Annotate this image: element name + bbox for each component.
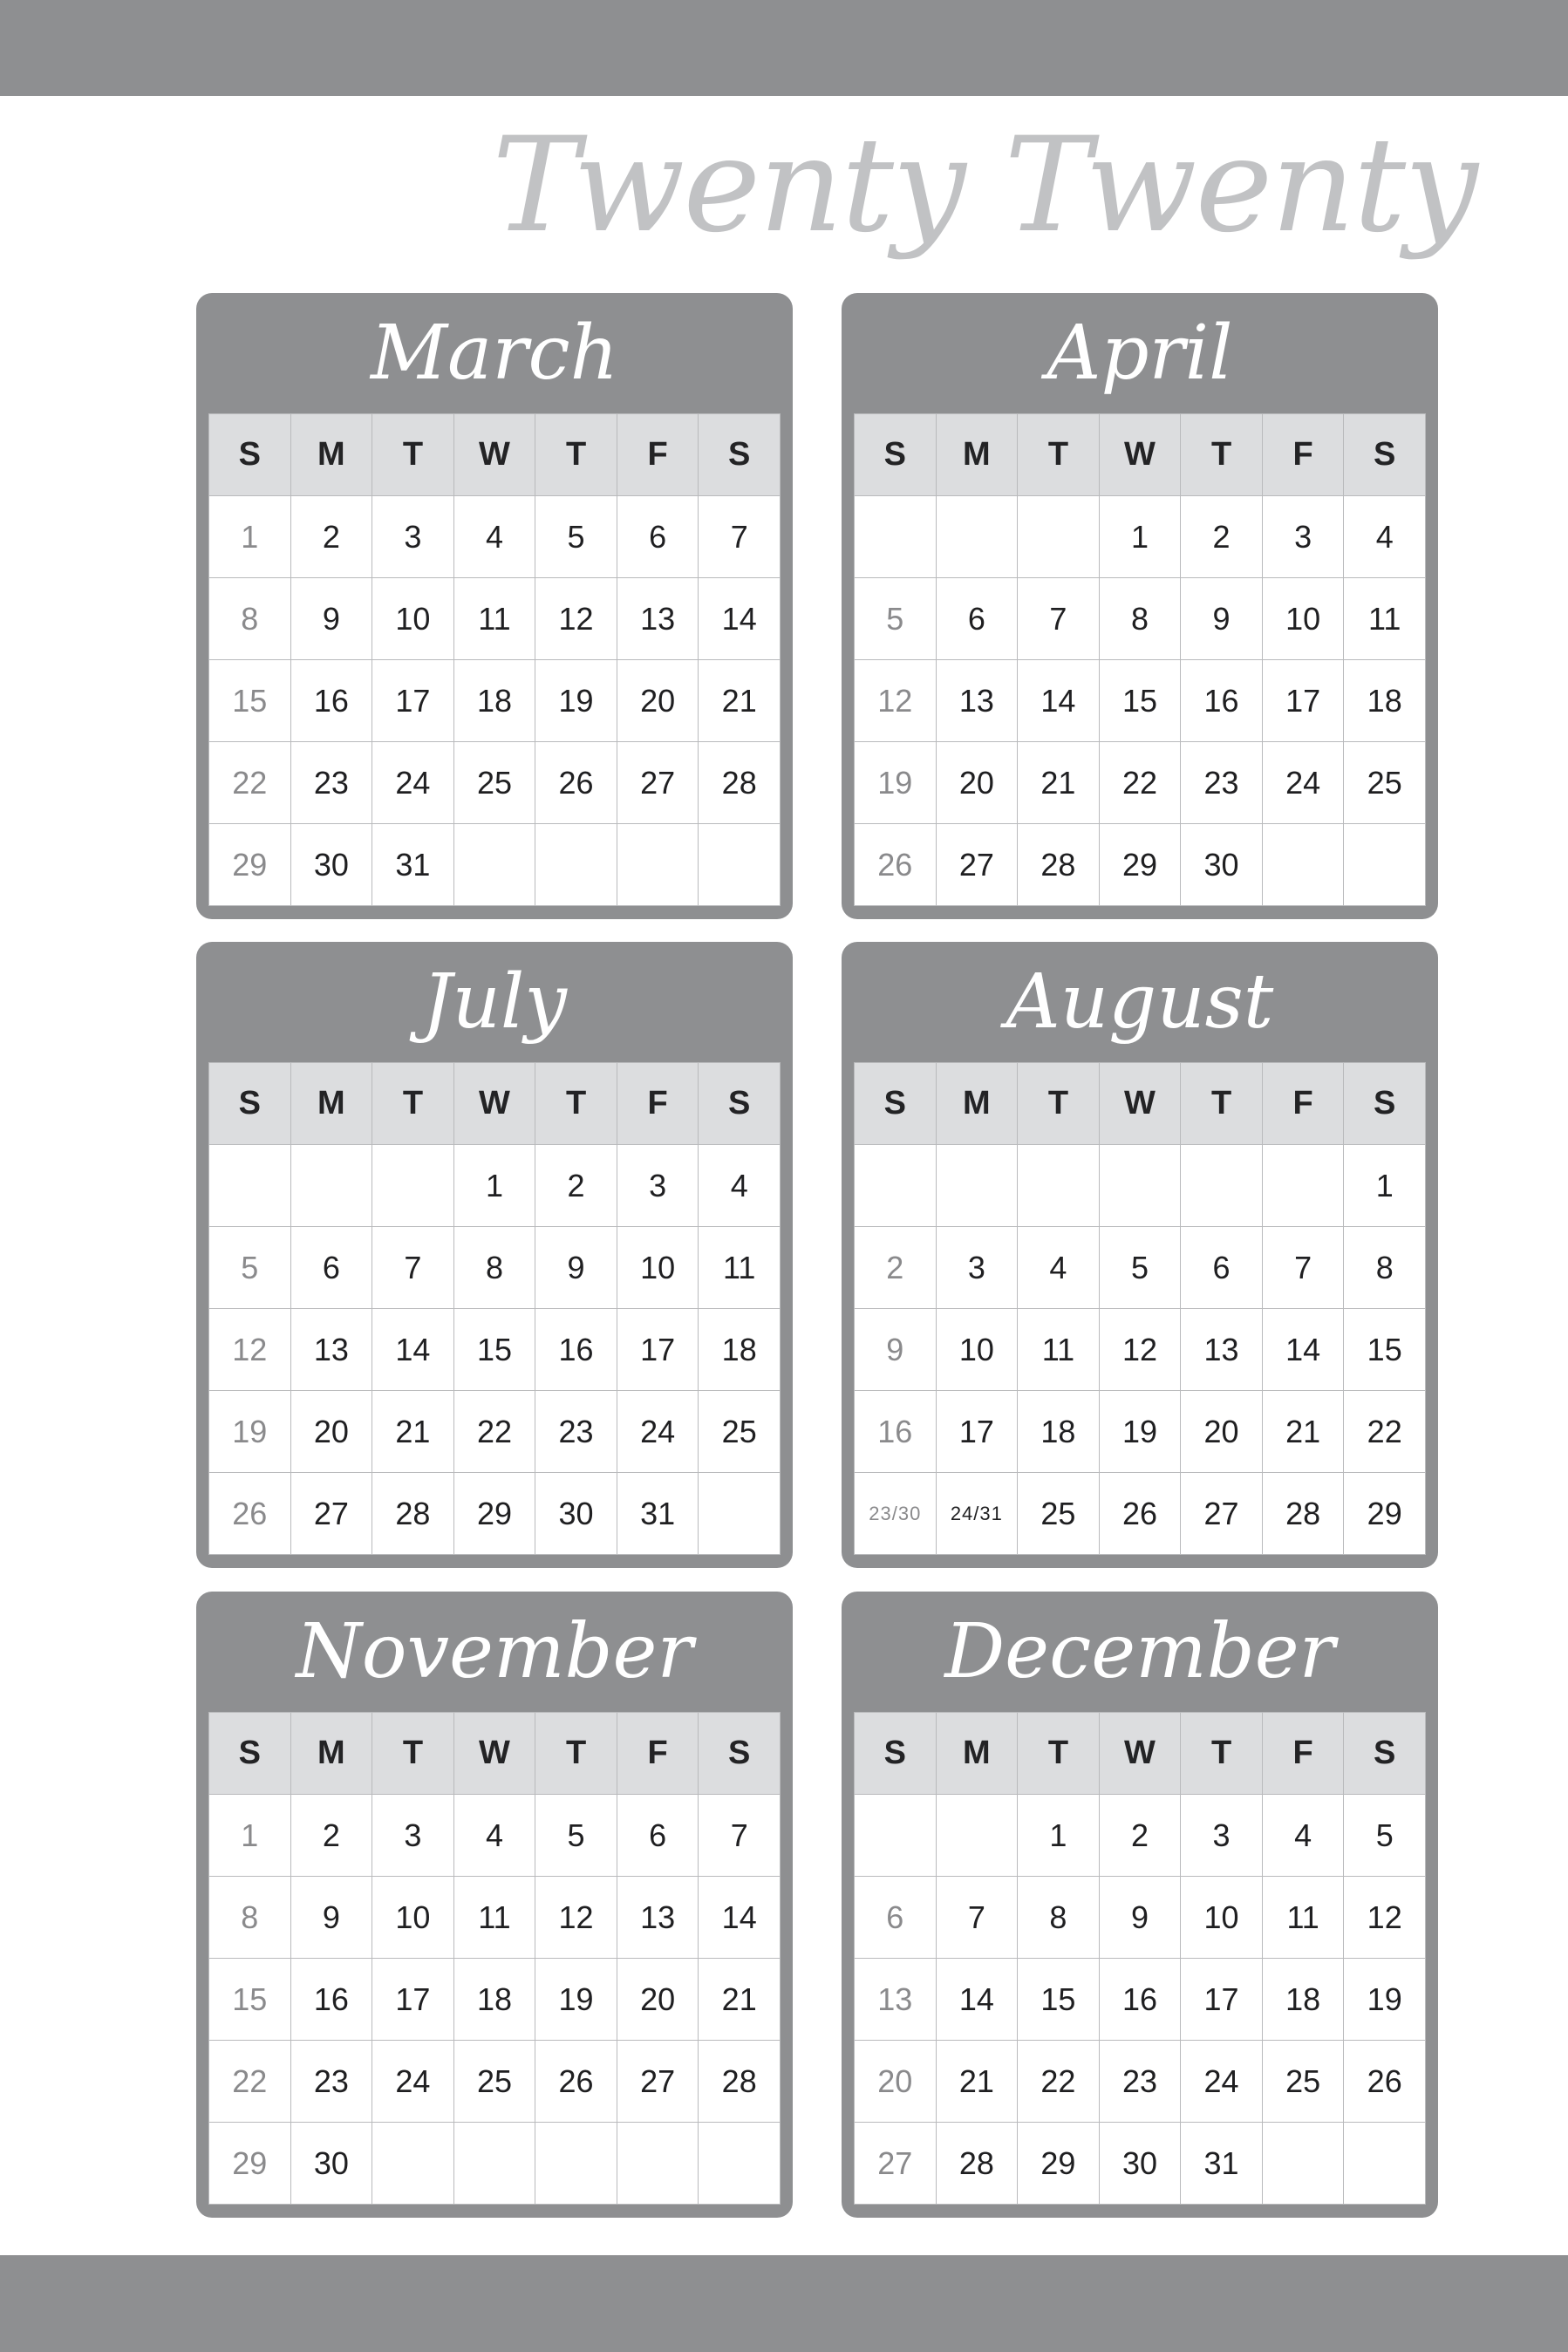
day-cell: 19	[209, 1391, 291, 1473]
day-cell: 29	[1100, 824, 1182, 906]
day-cell: 14	[699, 1877, 781, 1959]
weekday-header: M	[291, 1063, 373, 1145]
month-name: March	[371, 310, 618, 397]
day-cell: 5	[855, 578, 937, 660]
weekday-header: S	[699, 1713, 781, 1795]
day-cell: 23	[1100, 2041, 1182, 2123]
day-cell: 27	[937, 824, 1019, 906]
empty-day-cell	[535, 2123, 617, 2205]
month-card-december	[842, 1592, 1438, 2218]
day-cell: 3	[617, 1145, 699, 1227]
day-cell: 25	[454, 742, 536, 824]
day-cell: 8	[454, 1227, 536, 1309]
month-name: December	[944, 1608, 1335, 1695]
weekday-header: S	[1344, 1713, 1426, 1795]
weekday-header: M	[291, 414, 373, 496]
day-cell: 28	[372, 1473, 454, 1555]
day-cell: 17	[937, 1391, 1019, 1473]
weekday-header: F	[1263, 1713, 1345, 1795]
day-cell: 5	[535, 1795, 617, 1877]
day-cell: 14	[1263, 1309, 1345, 1391]
weekday-header: T	[1018, 414, 1100, 496]
month-card-november	[196, 1592, 793, 2218]
day-cell: 11	[1018, 1309, 1100, 1391]
day-cell: 24	[617, 1391, 699, 1473]
day-cell: 26	[535, 2041, 617, 2123]
day-cell: 10	[617, 1227, 699, 1309]
day-cell: 2	[1100, 1795, 1182, 1877]
day-cell: 31	[617, 1473, 699, 1555]
day-cell: 8	[1018, 1877, 1100, 1959]
weekday-header: S	[209, 414, 291, 496]
day-cell: 24	[372, 2041, 454, 2123]
day-cell: 30	[291, 824, 373, 906]
day-cell: 23	[535, 1391, 617, 1473]
weekday-header: M	[937, 414, 1019, 496]
day-cell: 16	[1181, 660, 1263, 742]
day-cell: 30	[1181, 824, 1263, 906]
day-cell: 31	[372, 824, 454, 906]
day-cell: 14	[1018, 660, 1100, 742]
day-cell: 21	[1263, 1391, 1345, 1473]
day-cell: 11	[1344, 578, 1426, 660]
day-cell: 8	[1344, 1227, 1426, 1309]
day-cell: 3	[372, 1795, 454, 1877]
day-cell: 29	[209, 2123, 291, 2205]
day-cell: 9	[855, 1309, 937, 1391]
day-cell: 24	[1263, 742, 1345, 824]
day-cell: 18	[454, 1959, 536, 2041]
day-cell: 16	[855, 1391, 937, 1473]
day-cell: 4	[1263, 1795, 1345, 1877]
day-cell: 7	[937, 1877, 1019, 1959]
day-cell: 4	[454, 496, 536, 578]
day-cell: 14	[372, 1309, 454, 1391]
day-cell: 17	[1181, 1959, 1263, 2041]
day-cell: 12	[1100, 1309, 1182, 1391]
day-cell: 7	[372, 1227, 454, 1309]
day-cell: 28	[1018, 824, 1100, 906]
day-cell: 20	[617, 660, 699, 742]
day-cell: 22	[1344, 1391, 1426, 1473]
day-cell: 24	[372, 742, 454, 824]
weekday-header: S	[209, 1063, 291, 1145]
day-cell: 7	[1018, 578, 1100, 660]
empty-day-cell	[1263, 824, 1345, 906]
day-cell: 5	[535, 496, 617, 578]
day-cell: 30	[291, 2123, 373, 2205]
weekday-header: S	[855, 1713, 937, 1795]
day-cell: 26	[209, 1473, 291, 1555]
day-cell: 1	[1344, 1145, 1426, 1227]
day-cell: 15	[209, 660, 291, 742]
day-cell: 16	[291, 660, 373, 742]
day-cell: 25	[1018, 1473, 1100, 1555]
weekday-header: M	[291, 1713, 373, 1795]
day-cell: 2	[1181, 496, 1263, 578]
weekday-header: W	[1100, 414, 1182, 496]
day-cell: 25	[454, 2041, 536, 2123]
day-cell: 27	[617, 2041, 699, 2123]
month-grid	[854, 1712, 1426, 2205]
day-cell: 22	[1018, 2041, 1100, 2123]
day-cell: 13	[937, 660, 1019, 742]
day-cell: 29	[1344, 1473, 1426, 1555]
weekday-header: T	[535, 1713, 617, 1795]
day-cell: 9	[291, 1877, 373, 1959]
day-cell: 9	[291, 578, 373, 660]
day-cell: 14	[699, 578, 781, 660]
day-cell: 31	[1181, 2123, 1263, 2205]
day-cell: 17	[372, 660, 454, 742]
day-cell: 25	[1344, 742, 1426, 824]
month-card-march	[196, 293, 793, 919]
day-cell: 19	[855, 742, 937, 824]
day-cell: 9	[535, 1227, 617, 1309]
day-cell: 6	[291, 1227, 373, 1309]
empty-day-cell	[372, 2123, 454, 2205]
day-cell: 25	[1263, 2041, 1345, 2123]
day-cell: 26	[1100, 1473, 1182, 1555]
day-cell: 3	[1263, 496, 1345, 578]
bottom-band	[0, 2255, 1568, 2352]
day-cell: 11	[699, 1227, 781, 1309]
day-cell: 2	[291, 1795, 373, 1877]
day-cell: 28	[699, 742, 781, 824]
day-cell: 7	[1263, 1227, 1345, 1309]
weekday-header: M	[937, 1713, 1019, 1795]
day-cell: 16	[1100, 1959, 1182, 2041]
day-cell: 13	[855, 1959, 937, 2041]
day-cell: 1	[209, 1795, 291, 1877]
day-cell: 1	[454, 1145, 536, 1227]
weekday-header: T	[1181, 1713, 1263, 1795]
empty-day-cell	[699, 1473, 781, 1555]
month-name: April	[1046, 310, 1233, 397]
day-cell: 1	[209, 496, 291, 578]
day-cell: 20	[937, 742, 1019, 824]
day-cell: 22	[209, 742, 291, 824]
day-cell: 6	[937, 578, 1019, 660]
empty-day-cell	[1018, 496, 1100, 578]
year-title: Twenty Twenty	[492, 110, 1476, 262]
day-cell: 1	[1100, 496, 1182, 578]
weekday-header: S	[699, 1063, 781, 1145]
day-cell: 29	[209, 824, 291, 906]
day-cell: 2	[535, 1145, 617, 1227]
day-cell: 24	[1181, 2041, 1263, 2123]
day-cell: 28	[699, 2041, 781, 2123]
weekday-header: T	[1018, 1713, 1100, 1795]
day-cell: 18	[1344, 660, 1426, 742]
day-cell: 21	[699, 660, 781, 742]
weekday-header: F	[617, 1713, 699, 1795]
day-cell: 13	[617, 578, 699, 660]
weekday-header: W	[454, 1063, 536, 1145]
month-grid	[854, 1062, 1426, 1555]
weekday-header: T	[1018, 1063, 1100, 1145]
day-cell: 11	[454, 578, 536, 660]
day-cell: 5	[209, 1227, 291, 1309]
day-cell: 10	[1263, 578, 1345, 660]
day-cell: 15	[1100, 660, 1182, 742]
empty-day-cell	[699, 2123, 781, 2205]
day-cell: 30	[1100, 2123, 1182, 2205]
day-cell: 6	[1181, 1227, 1263, 1309]
weekday-header: S	[855, 1063, 937, 1145]
day-cell: 6	[617, 496, 699, 578]
day-cell: 13	[291, 1309, 373, 1391]
weekday-header: S	[1344, 414, 1426, 496]
day-cell: 21	[1018, 742, 1100, 824]
day-cell: 25	[699, 1391, 781, 1473]
day-cell: 12	[855, 660, 937, 742]
day-cell: 5	[1344, 1795, 1426, 1877]
day-cell: 4	[1018, 1227, 1100, 1309]
weekday-header: T	[372, 1063, 454, 1145]
day-cell: 27	[855, 2123, 937, 2205]
month-grid	[208, 1062, 781, 1555]
weekday-header: T	[372, 1713, 454, 1795]
month-card-july	[196, 942, 793, 1568]
day-cell: 4	[699, 1145, 781, 1227]
day-cell: 7	[699, 1795, 781, 1877]
weekday-header: W	[454, 414, 536, 496]
weekday-header: T	[535, 1063, 617, 1145]
month-name: August	[1006, 958, 1274, 1046]
empty-day-cell	[209, 1145, 291, 1227]
weekday-header: W	[1100, 1713, 1182, 1795]
day-cell: 9	[1100, 1877, 1182, 1959]
day-cell: 9	[1181, 578, 1263, 660]
day-cell: 19	[1100, 1391, 1182, 1473]
day-cell: 10	[372, 578, 454, 660]
day-cell: 6	[855, 1877, 937, 1959]
day-cell: 13	[1181, 1309, 1263, 1391]
day-cell: 4	[1344, 496, 1426, 578]
day-cell: 23	[1181, 742, 1263, 824]
day-cell: 28	[937, 2123, 1019, 2205]
weekday-header: F	[1263, 414, 1345, 496]
day-cell: 10	[372, 1877, 454, 1959]
day-cell: 6	[617, 1795, 699, 1877]
month-name: July	[422, 958, 567, 1046]
day-cell: 20	[855, 2041, 937, 2123]
day-cell: 12	[1344, 1877, 1426, 1959]
day-cell: 19	[1344, 1959, 1426, 2041]
day-cell: 20	[1181, 1391, 1263, 1473]
day-cell: 21	[699, 1959, 781, 2041]
empty-day-cell	[937, 1795, 1019, 1877]
day-cell: 21	[372, 1391, 454, 1473]
day-cell: 16	[291, 1959, 373, 2041]
day-cell: 27	[1181, 1473, 1263, 1555]
empty-day-cell	[617, 824, 699, 906]
weekday-header: T	[372, 414, 454, 496]
day-cell: 7	[699, 496, 781, 578]
day-cell: 11	[454, 1877, 536, 1959]
day-cell: 22	[1100, 742, 1182, 824]
weekday-header: S	[1344, 1063, 1426, 1145]
weekday-header: M	[937, 1063, 1019, 1145]
day-cell: 27	[291, 1473, 373, 1555]
day-cell: 14	[937, 1959, 1019, 2041]
weekday-header: F	[617, 414, 699, 496]
weekday-header: F	[617, 1063, 699, 1145]
empty-day-cell	[372, 1145, 454, 1227]
day-cell: 3	[1181, 1795, 1263, 1877]
day-cell: 27	[617, 742, 699, 824]
empty-day-cell	[454, 824, 536, 906]
day-cell: 26	[1344, 2041, 1426, 2123]
empty-day-cell	[855, 1795, 937, 1877]
day-cell: 17	[1263, 660, 1345, 742]
empty-day-cell	[1181, 1145, 1263, 1227]
day-cell: 15	[1018, 1959, 1100, 2041]
empty-day-cell	[1263, 1145, 1345, 1227]
day-cell: 20	[291, 1391, 373, 1473]
empty-day-cell	[855, 496, 937, 578]
day-cell: 17	[617, 1309, 699, 1391]
weekday-header: T	[1181, 414, 1263, 496]
day-cell: 15	[454, 1309, 536, 1391]
day-cell: 8	[1100, 578, 1182, 660]
day-cell: 2	[291, 496, 373, 578]
day-cell: 8	[209, 578, 291, 660]
day-cell: 26	[855, 824, 937, 906]
empty-day-cell	[535, 824, 617, 906]
day-cell: 10	[1181, 1877, 1263, 1959]
weekday-header: W	[454, 1713, 536, 1795]
empty-day-cell	[1100, 1145, 1182, 1227]
day-cell: 18	[454, 660, 536, 742]
day-cell: 8	[209, 1877, 291, 1959]
month-name: November	[296, 1608, 693, 1695]
day-cell: 3	[372, 496, 454, 578]
day-cell: 23	[291, 742, 373, 824]
month-grid	[208, 1712, 781, 2205]
day-cell: 29	[1018, 2123, 1100, 2205]
empty-day-cell	[291, 1145, 373, 1227]
day-cell: 21	[937, 2041, 1019, 2123]
day-cell: 17	[372, 1959, 454, 2041]
empty-day-cell	[699, 824, 781, 906]
top-band	[0, 0, 1568, 96]
month-grid	[854, 413, 1426, 906]
weekday-header: S	[855, 414, 937, 496]
empty-day-cell	[1344, 2123, 1426, 2205]
weekday-header: S	[209, 1713, 291, 1795]
day-cell: 29	[454, 1473, 536, 1555]
empty-day-cell	[1344, 824, 1426, 906]
empty-day-cell	[617, 2123, 699, 2205]
day-cell: 3	[937, 1227, 1019, 1309]
day-cell: 12	[535, 578, 617, 660]
month-grid	[208, 413, 781, 906]
weekday-header: T	[535, 414, 617, 496]
day-cell: 5	[1100, 1227, 1182, 1309]
day-cell: 10	[937, 1309, 1019, 1391]
day-cell: 28	[1263, 1473, 1345, 1555]
day-cell: 24/31	[937, 1473, 1019, 1555]
day-cell: 22	[454, 1391, 536, 1473]
day-cell: 23	[291, 2041, 373, 2123]
empty-day-cell	[937, 1145, 1019, 1227]
day-cell: 18	[699, 1309, 781, 1391]
day-cell: 20	[617, 1959, 699, 2041]
day-cell: 1	[1018, 1795, 1100, 1877]
day-cell: 30	[535, 1473, 617, 1555]
day-cell: 12	[209, 1309, 291, 1391]
weekday-header: W	[1100, 1063, 1182, 1145]
weekday-header: T	[1181, 1063, 1263, 1145]
day-cell: 2	[855, 1227, 937, 1309]
day-cell: 19	[535, 660, 617, 742]
month-card-april	[842, 293, 1438, 919]
weekday-header: F	[1263, 1063, 1345, 1145]
day-cell: 18	[1263, 1959, 1345, 2041]
empty-day-cell	[454, 2123, 536, 2205]
day-cell: 18	[1018, 1391, 1100, 1473]
day-cell: 19	[535, 1959, 617, 2041]
empty-day-cell	[1263, 2123, 1345, 2205]
empty-day-cell	[855, 1145, 937, 1227]
day-cell: 4	[454, 1795, 536, 1877]
day-cell: 12	[535, 1877, 617, 1959]
day-cell: 26	[535, 742, 617, 824]
day-cell: 11	[1263, 1877, 1345, 1959]
empty-day-cell	[1018, 1145, 1100, 1227]
day-cell: 22	[209, 2041, 291, 2123]
weekday-header: S	[699, 414, 781, 496]
day-cell: 15	[1344, 1309, 1426, 1391]
day-cell: 23/30	[855, 1473, 937, 1555]
day-cell: 16	[535, 1309, 617, 1391]
day-cell: 15	[209, 1959, 291, 2041]
empty-day-cell	[937, 496, 1019, 578]
month-card-august	[842, 942, 1438, 1568]
day-cell: 13	[617, 1877, 699, 1959]
